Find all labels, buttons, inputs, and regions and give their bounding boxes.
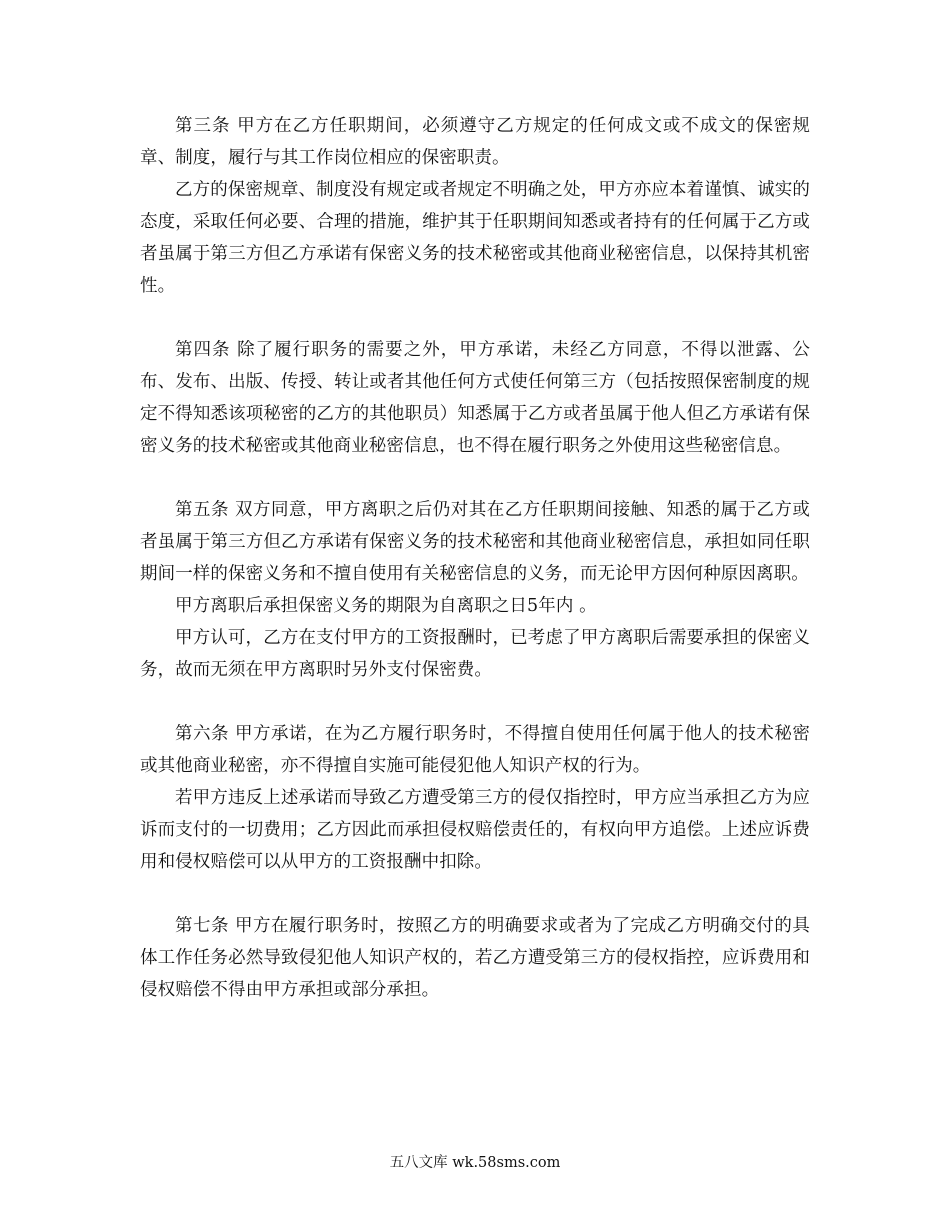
article-7-paragraph: 第七条 甲方在履行职务时，按照乙方的明确要求或者为了完成乙方明确交付的具体工作任务必然导致侵犯他人知识产权的，若乙方遭受第三方的侵权指控，应诉费用和侵权赔偿不得由甲方承担或部分承担。 xyxy=(140,916,810,1000)
article-5-compensation-paragraph: 甲方认可，乙方在支付甲方的工资报酬时，已考虑了甲方离职后需要承担的保密义务，故而无须在甲方离职时另外支付保密费。 xyxy=(140,628,810,680)
article-5-paragraph: 第五条 双方同意，甲方离职之后仍对其在乙方任职期间接触、知悉的属于乙方或者虽属于第三方但乙方承诺有保密义务的技术秘密和其他商业秘密信息，承担如同任职期间一样的保密义务和不擅自使用有关秘密信息的义务，而无论甲方因何种原因离职。 xyxy=(140,500,810,584)
paragraph-spacer xyxy=(140,878,810,910)
article-3-detail-paragraph: 乙方的保密规章、制度没有规定或者规定不明确之处，甲方亦应本着谨慎、诚实的态度，采取任何必要、合理的措施，维护其于任职期间知悉或者持有的任何属于乙方或者虽属于第三方但乙方承诺有保密义务的技术秘密或其他商业秘密信息，以保持其机密性。 xyxy=(140,180,810,296)
article-3-paragraph: 第三条 甲方在乙方任职期间，必须遵守乙方规定的任何成文或不成文的保密规章、制度，履行与其工作岗位相应的保密职责。 xyxy=(140,116,810,168)
paragraph-spacer xyxy=(140,462,810,494)
article-6-paragraph: 第六条 甲方承诺，在为乙方履行职务时，不得擅自使用任何属于他人的技术秘密或其他商业秘密，亦不得擅自实施可能侵犯他人知识产权的行为。 xyxy=(140,724,810,776)
document-body xyxy=(140,110,810,1006)
article-6-liability-paragraph: 若甲方违反上述承诺而导致乙方遭受第三方的侵仅指控时，甲方应当承担乙方为应诉而支付的一切费用；乙方因此而承担侵权赔偿责任的，有权向甲方追偿。上述应诉费用和侵权赔偿可以从甲方的工资报酬中扣除。 xyxy=(140,788,810,872)
article-4-paragraph: 第四条 除了履行职务的需要之外，甲方承诺，未经乙方同意，不得以泄露、公布、发布、出版、传授、转让或者其他任何方式使任何第三方（包括按照保密制度的规定不得知悉该项秘密的乙方的其他职员）知悉属于乙方或者虽属于他人但乙方承诺有保密义务的技术秘密或其他商业秘密信息，也不得在履行职务之外使用这些秘密信息。 xyxy=(140,340,810,456)
page-footer: 五八文库 wk.58sms.com xyxy=(389,1155,561,1171)
article-5-term-paragraph: 甲方离职后承担保密义务的期限为自离职之日5年内 。 xyxy=(175,596,597,616)
paragraph-spacer xyxy=(140,302,810,334)
paragraph-spacer xyxy=(140,686,810,718)
